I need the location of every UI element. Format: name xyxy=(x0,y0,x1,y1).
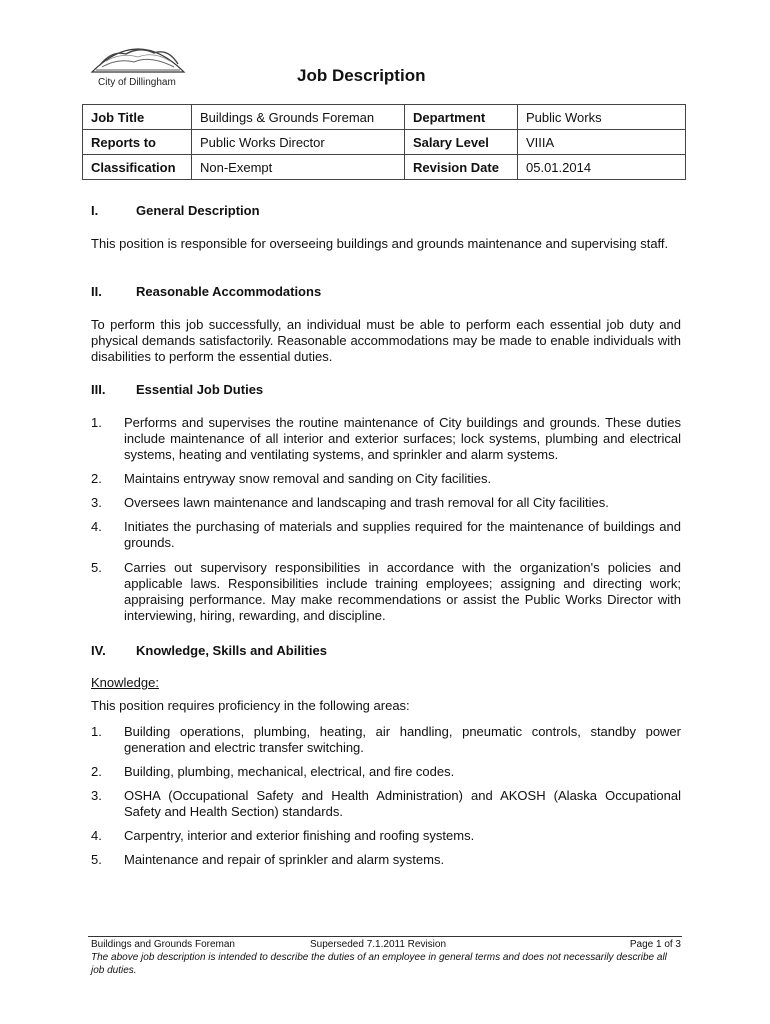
list-item xyxy=(91,764,681,780)
item-number: 1. xyxy=(91,415,102,430)
item-number: 3. xyxy=(91,788,102,803)
item-text: Oversees lawn maintenance and landscaping and trash removal for all City facilities. xyxy=(124,495,609,510)
city-logo xyxy=(88,40,188,74)
item-number: 2. xyxy=(91,471,102,486)
item-text: Performs and supervises the routine maintenance of City buildings and grounds. These duties include maintenance of all interior and exterior surfaces; lock systems, plumbing and electrical systems, heating and ventilating systems, and sprinkler and alarm systems. xyxy=(124,415,681,462)
value-cell: Public Works Director xyxy=(192,130,405,155)
item-text: Initiates the purchasing of materials and supplies required for the maintenance of buildings and grounds. xyxy=(124,519,681,550)
footer-page-number: Page 1 of 3 xyxy=(629,939,681,950)
section-title: Knowledge, Skills and Abilities xyxy=(136,643,327,658)
section-number: III. xyxy=(91,382,106,397)
list-item xyxy=(91,415,681,463)
value-cell: Buildings & Grounds Foreman xyxy=(192,105,405,130)
list-item xyxy=(91,519,681,551)
item-text: Maintains entryway snow removal and sanding on City facilities. xyxy=(124,471,492,486)
list-item xyxy=(91,495,681,511)
item-text: Carpentry, interior and exterior finishing and roofing systems. xyxy=(124,828,475,843)
section-number: II. xyxy=(91,284,102,299)
value-cell: VIIIA xyxy=(518,130,686,155)
label-cell: Job Title xyxy=(83,105,192,130)
item-number: 2. xyxy=(91,764,102,779)
subsection-intro: This position requires proficiency in the following areas: xyxy=(91,698,410,713)
list-item xyxy=(91,560,681,624)
item-number: 5. xyxy=(91,852,102,867)
item-number: 4. xyxy=(91,519,102,534)
section-number: I. xyxy=(91,203,99,218)
list-item xyxy=(91,852,681,868)
item-number: 1. xyxy=(91,724,102,739)
item-text: Carries out supervisory responsibilities in accordance with the organization's policies and applicable laws. Responsibilities include training employees; assigning and directing work; appraising performance. May make recommendations or assist the Public Works Director with interviewing, hiring, rewarding, and discipline. xyxy=(124,560,681,623)
value-cell: Non-Exempt xyxy=(192,155,405,180)
list-item xyxy=(91,828,681,844)
section-number: IV. xyxy=(91,643,106,658)
section-title: Essential Job Duties xyxy=(136,382,264,397)
value-cell: 05.01.2014 xyxy=(518,155,686,180)
logo-caption: City of Dillingham xyxy=(98,77,176,88)
section-heading xyxy=(91,382,263,397)
label-cell: Department xyxy=(405,105,518,130)
label-cell: Salary Level xyxy=(405,130,518,155)
job-info-table xyxy=(82,104,686,180)
section-heading xyxy=(91,284,321,299)
item-number: 4. xyxy=(91,828,102,843)
table-row xyxy=(83,130,686,155)
subsection-heading: Knowledge: xyxy=(91,675,159,690)
footer-divider xyxy=(88,936,682,937)
list-item xyxy=(91,471,681,487)
section-title: Reasonable Accommodations xyxy=(136,284,322,299)
footer-left: Buildings and Grounds Foreman xyxy=(91,939,235,950)
item-text: Building, plumbing, mechanical, electrical, and fire codes. xyxy=(124,764,455,779)
label-cell: Revision Date xyxy=(405,155,518,180)
footer-note: The above job description is intended to describe the duties of an employee in general terms and does not necessarily describe all job duties. xyxy=(91,952,667,976)
section-title: General Description xyxy=(136,203,260,218)
item-text: Maintenance and repair of sprinkler and alarm systems. xyxy=(124,852,445,867)
section-heading xyxy=(91,203,260,218)
item-number: 5. xyxy=(91,560,102,575)
label-cell: Reports to xyxy=(83,130,192,155)
section-text: This position is responsible for overseeing buildings and grounds maintenance and supervising staff. xyxy=(91,236,669,251)
footer-middle: Superseded 7.1.2011 Revision xyxy=(310,939,447,950)
item-number: 3. xyxy=(91,495,102,510)
table-row xyxy=(83,155,686,180)
list-item xyxy=(91,724,681,756)
list-item xyxy=(91,788,681,820)
table-row xyxy=(83,105,686,130)
section-text: To perform this job successfully, an individual must be able to perform each essential job duty and physical demands satisfactorily. Reasonable accommodations may be made to enable individuals with disabilities to perform the essential duties. xyxy=(91,317,681,364)
label-cell: Classification xyxy=(83,155,192,180)
page-title: Job Description xyxy=(297,66,426,85)
item-text: OSHA (Occupational Safety and Health Administration) and AKOSH (Alaska Occupational Safety and Health Section) standards. xyxy=(124,788,681,819)
item-text: Building operations, plumbing, heating, air handling, pneumatic controls, standby power generation and electric transfer switching. xyxy=(124,724,681,755)
value-cell: Public Works xyxy=(518,105,686,130)
section-heading xyxy=(91,643,327,658)
